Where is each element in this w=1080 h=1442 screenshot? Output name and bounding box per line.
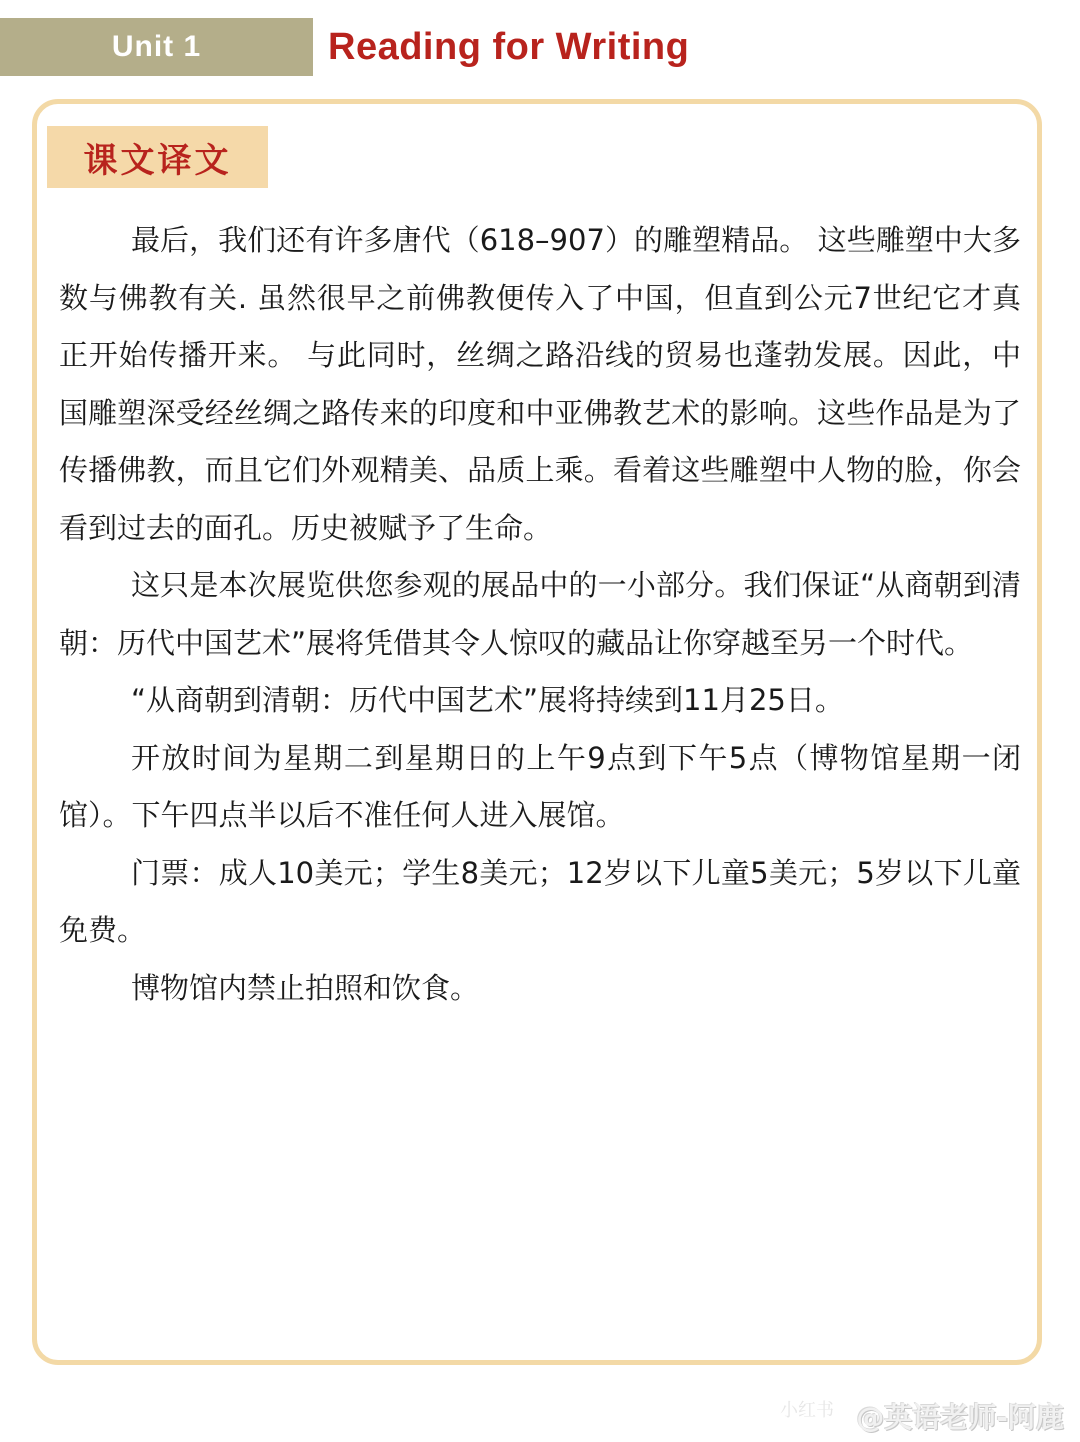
author-watermark: @英语老师-阿鹿 — [856, 1401, 1064, 1434]
paragraph-tickets: 门票：成人10美元；学生8美元；12岁以下儿童5美元；5岁以下儿童免费。 — [59, 855, 1021, 947]
section-tag-label: 课文译文 — [83, 140, 232, 181]
paragraph-exhibition-intro: 这只是本次展览供您参观的展品中的一小部分。我们保证“从商朝到清朝：历代中国艺术”展将凭借其令人惊叹的藏品让你穿越至另一个时代。 — [59, 568, 1021, 660]
paragraph-duration: “从商朝到清朝：历代中国艺术”展将持续到11月25日。 — [131, 683, 844, 717]
section-tag — [47, 126, 268, 188]
paragraph-sculptures: 最后，我们还有许多唐代（618–907）的雕塑精品。 这些雕塑中大多数与佛教有关. 虽然很早之前佛教便传入了中国，但直到公元7世纪它才真正开始传播开来。 与此同时，丝绸之路沿线的贸易也蓬勃发展。因此，中国雕塑深受经丝绸之路传来的印度和中亚佛教艺术的影响。这些作品是为了传播佛教，而且它们外观精美、品质上乘。看着这些雕塑中人物的脸，你会看到过去的面孔。历史被赋予了生命。 — [59, 223, 1021, 545]
page-title: Reading for Writing — [328, 26, 690, 68]
unit-label: Unit 1 — [111, 30, 202, 63]
translation-body — [59, 212, 1021, 1017]
paragraph-rules: 博物馆内禁止拍照和饮食。 — [131, 970, 480, 1005]
unit-banner — [0, 18, 313, 76]
platform-watermark: 小红书 — [780, 1400, 834, 1421]
paragraph-opening-hours: 开放时间为星期二到星期日的上午9点到下午5点（博物馆星期一闭馆）。下午四点半以后不准任何人进入展馆。 — [59, 740, 1021, 832]
